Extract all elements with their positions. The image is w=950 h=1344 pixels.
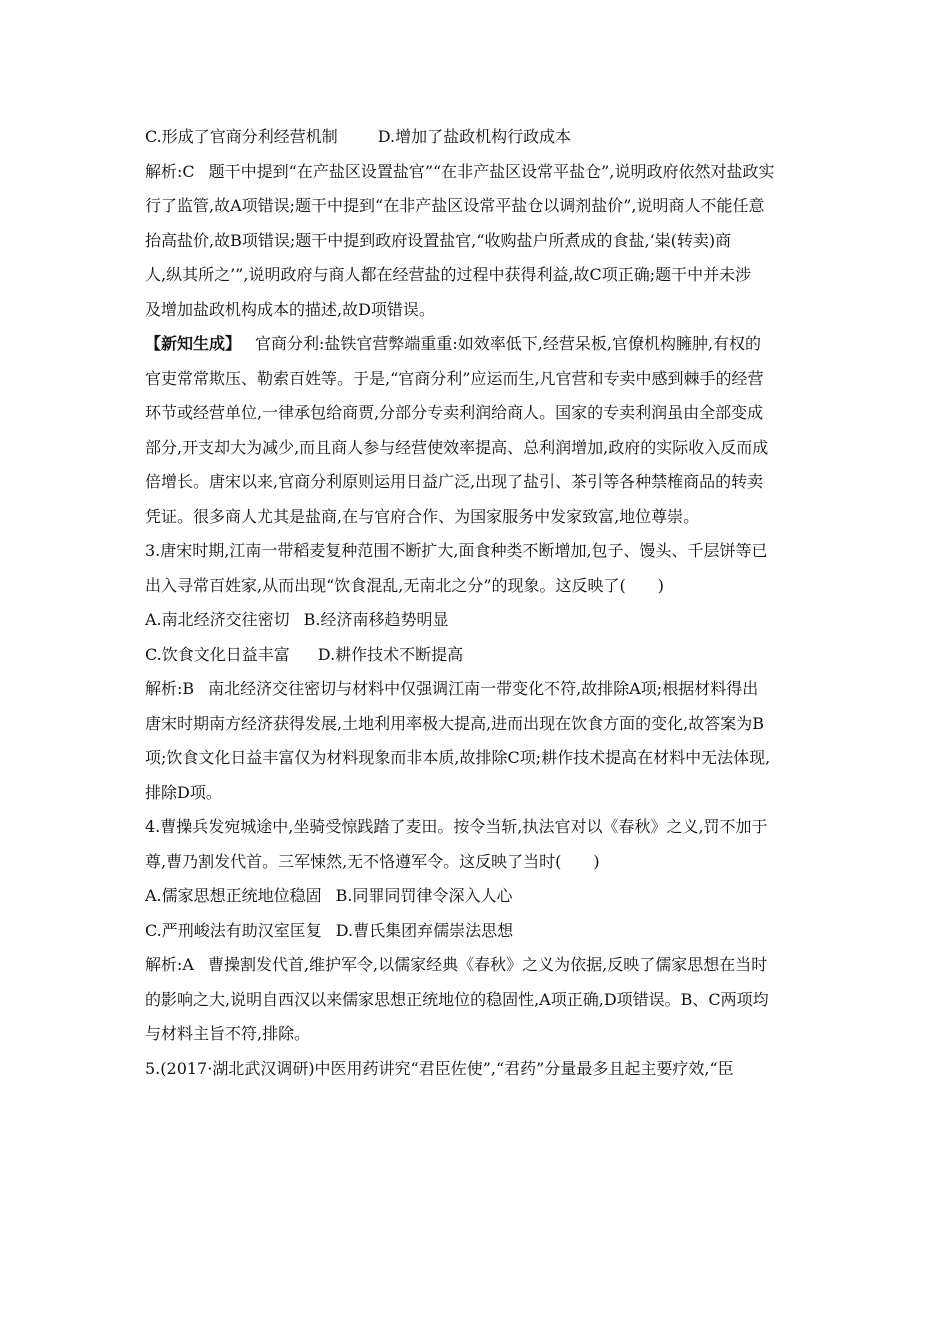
text-line: 项;饮食文化日益丰富仅为材料现象而非本质,故排除C项;耕作技术提高在材料中无法体现, [145, 748, 771, 767]
option-line-c-d [145, 120, 815, 155]
text-line: 的影响之大,说明自西汉以来儒家思想正统地位的稳固性,A项正确,D项错误。B、C两项均 [145, 989, 769, 1009]
text-line: 及增加盐政机构成本的描述,故D项错误。 [145, 299, 435, 319]
option-c: C.形成了官商分利经营机制 [145, 127, 338, 146]
text-line: 行了监管,故A项错误;题干中提到“在非产盐区设常平盐仓以调剂盐价”,说明商人不能任意 [145, 196, 765, 215]
text-line: 唐宋时期南方经济获得发展,土地利用率极大提高,进而出现在饮食方面的变化,故答案为B [145, 713, 765, 733]
analysis-line [145, 948, 815, 983]
knowledge-line [145, 327, 815, 362]
option-line-c-d [145, 638, 815, 673]
question-4-line: 4.曹操兵发宛城途中,坐骑受惊践踏了麦田。按令当斩,执法官对以《春秋》之义,罚不加于 [145, 817, 768, 836]
knowledge-text: 官商分利:盐铁官营弊端重重:如效率低下,经营呆板,官僚机构臃肿,有权的 [255, 334, 762, 353]
text-line: 部分,开支却大为减少,而且商人参与经营使效率提高、总利润增加,政府的实际收入反而成 [145, 437, 769, 457]
text-line: 排除D项。 [145, 782, 222, 802]
option-b: B.经济南移趋势明显 [303, 610, 449, 629]
text-line: 人,纵其所之’”,说明政府与商人都在经营盐的过程中获得利益,故C项正确;题干中并未涉 [145, 265, 752, 284]
knowledge-label: 【新知生成】 [145, 334, 242, 353]
question-5-line: 5.(2017·湖北武汉调研)中医用药讲究“君臣佐使”,“君药”分量最多且起主要疗效,“臣 [145, 1058, 734, 1078]
analysis-line [145, 155, 815, 190]
option-c: C.饮食文化日益丰富 [145, 644, 290, 664]
analysis-text: 题干中提到“在产盐区设置盐官”“在非产盐区设常平盐仓”,说明政府依然对盐政实 [208, 161, 775, 181]
option-line-c-d [145, 914, 815, 949]
option-line-a-b [145, 603, 815, 638]
question-3-line: 3.唐宋时期,江南一带稻麦复种范围不断扩大,面食种类不断增加,包子、馒头、千层饼等已 [145, 541, 768, 560]
option-b: B.同罪同罚律令深入人心 [335, 886, 513, 905]
option-line-a-b [145, 879, 815, 914]
analysis-label: 解析:B [145, 679, 195, 698]
analysis-text: 南北经济交往密切与材料中仅强调江南一带变化不符,故排除A项;根据材料得出 [208, 679, 759, 698]
analysis-label: 解析:A [145, 955, 194, 974]
text-line: 抬高盐价,故B项错误;题干中提到政府设置盐官,“收购盐户所煮成的食盐,‘粜(转卖)商 [145, 230, 732, 250]
option-a: A.儒家思想正统地位稳固 [145, 886, 322, 905]
text-line: 官吏常常欺压、勒索百姓等。于是,“官商分利”应运而生,凡官营和专卖中感到棘手的经营 [145, 368, 764, 388]
option-d: D.增加了盐政机构行政成本 [377, 127, 572, 146]
analysis-label: 解析:C [145, 161, 195, 181]
text-line: 尊,曹乃割发代首。三军悚然,无不恪遵军令。这反映了当时( ) [145, 851, 600, 871]
text-line: 与材料主旨不符,排除。 [145, 1024, 311, 1043]
document-page [145, 120, 815, 1086]
text-line: 倍增长。唐宋以来,官商分利原则运用日益广泛,出现了盐引、茶引等各种禁榷商品的转卖 [145, 472, 764, 491]
analysis-line [145, 672, 815, 707]
text-line: 出入寻常百姓家,从而出现“饮食混乱,无南北之分”的现象。这反映了( ) [145, 575, 665, 595]
option-d: D.耕作技术不断提高 [317, 644, 464, 664]
analysis-text: 曹操割发代首,维护军令,以儒家经典《春秋》之义为依据,反映了儒家思想在当时 [207, 955, 768, 974]
option-d: D.曹氏集团弃儒崇法思想 [335, 920, 514, 940]
option-a: A.南北经济交往密切 [145, 610, 290, 629]
option-c: C.严刑峻法有助汉室匡复 [145, 920, 322, 940]
text-line: 凭证。很多商人尤其是盐商,在与官府合作、为国家服务中发家致富,地位尊崇。 [145, 506, 700, 526]
text-line: 环节或经营单位,一律承包给商贾,分部分专卖利润给商人。国家的专卖利润虽由全部变成 [145, 403, 764, 422]
